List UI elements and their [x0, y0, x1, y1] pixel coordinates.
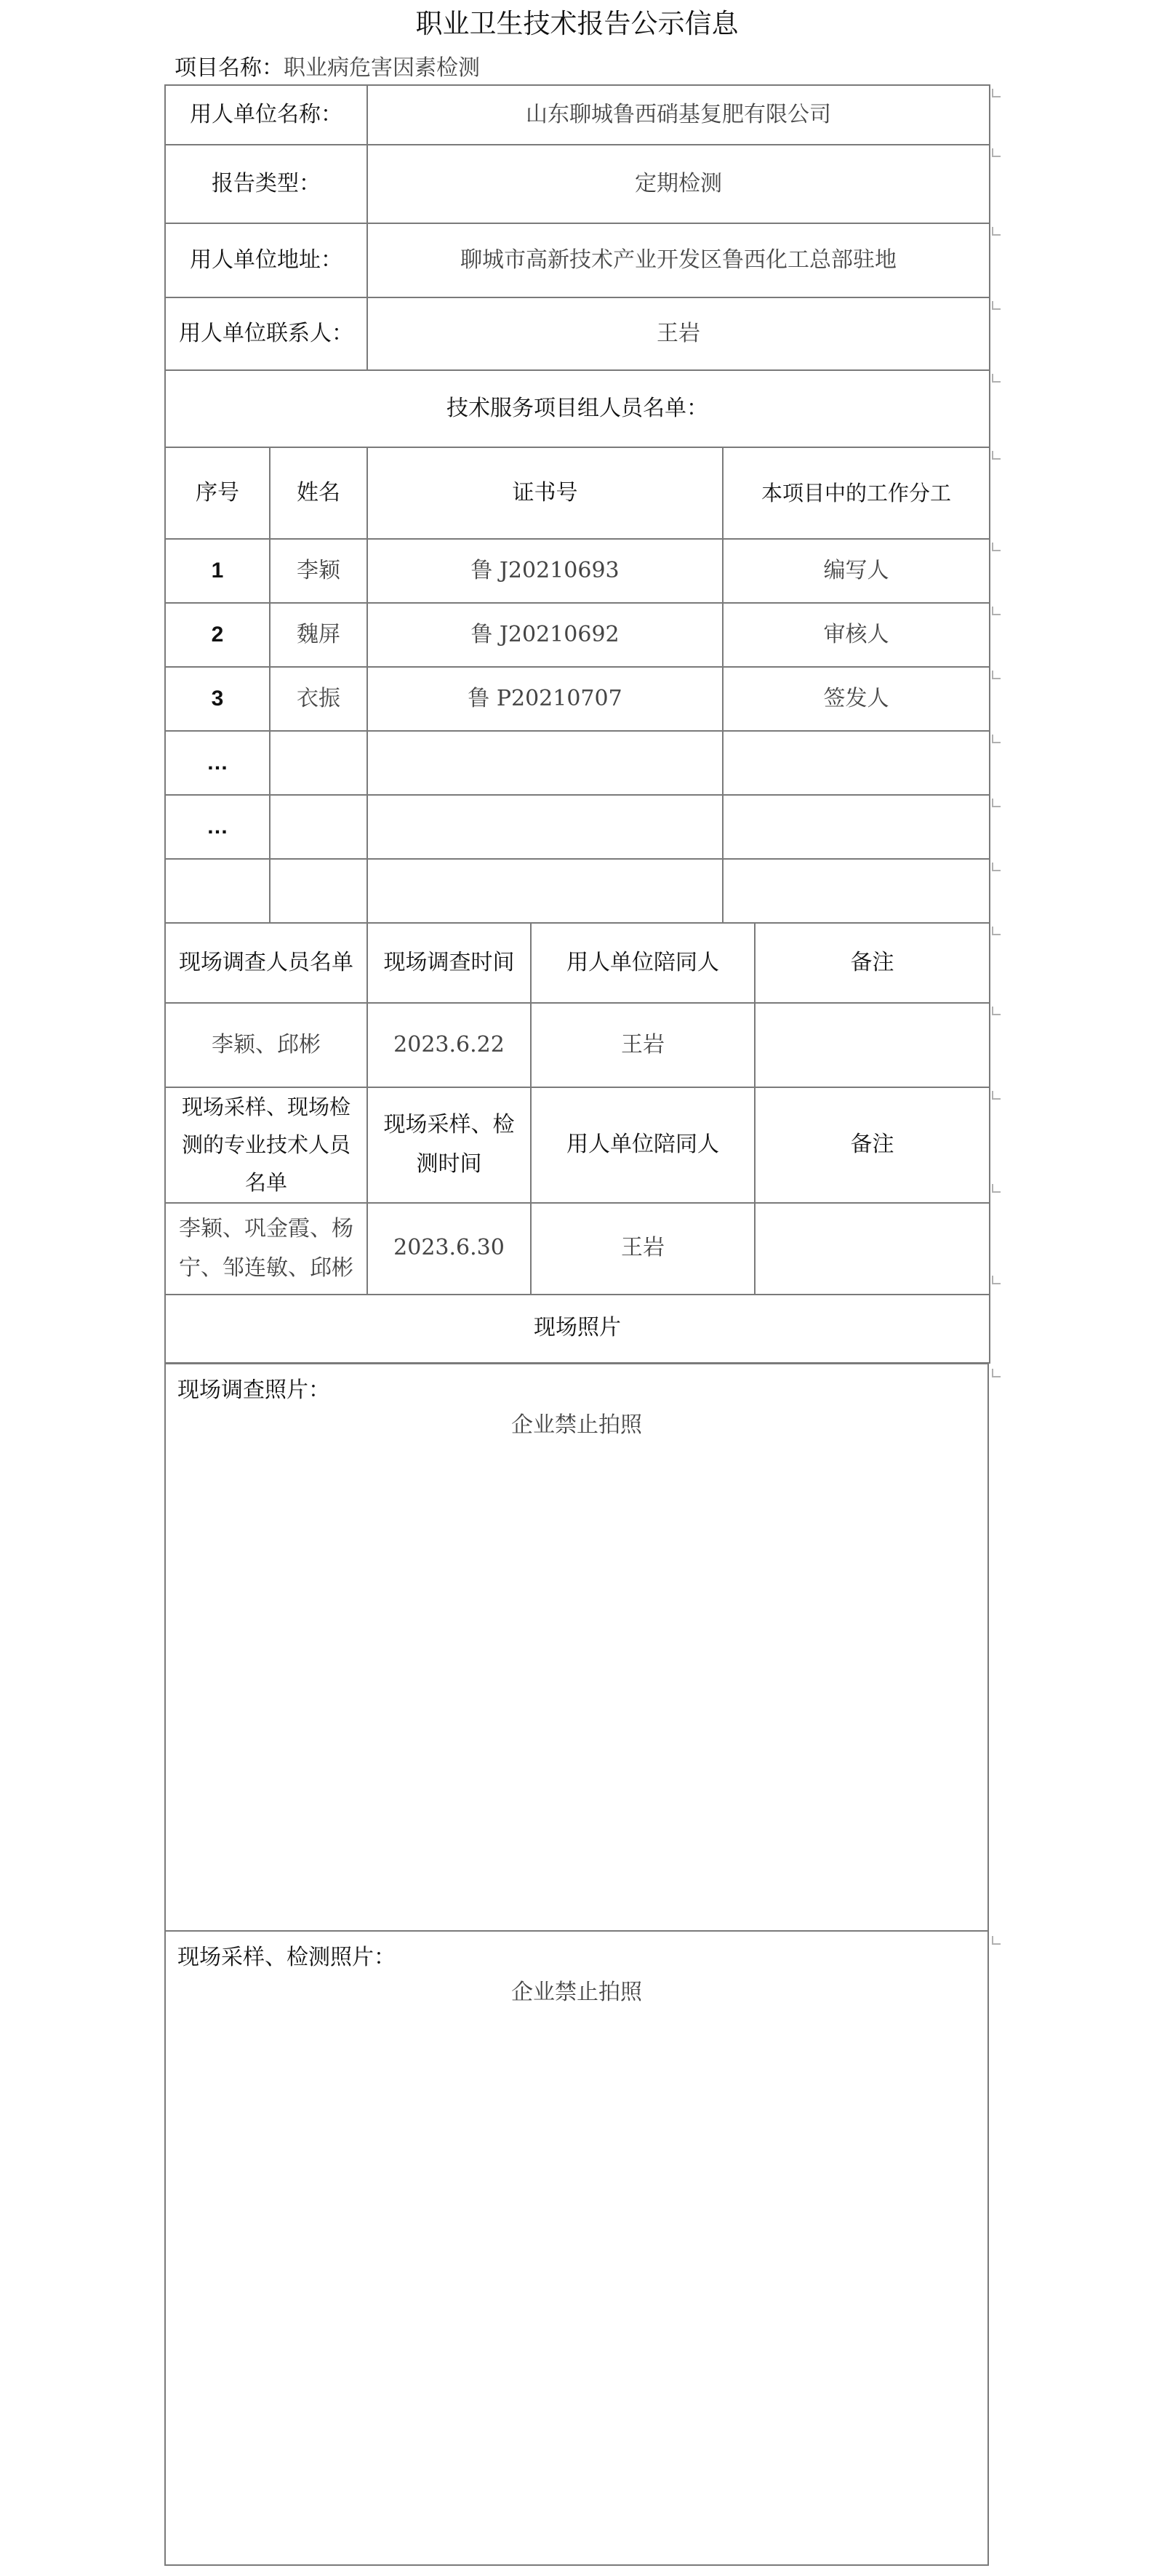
- table-row: [165, 667, 990, 731]
- paragraph-mark-icon: [992, 148, 1001, 157]
- project-name-value: 职业病危害因素检测: [284, 55, 480, 81]
- paragraph-mark-icon: [992, 1091, 1001, 1100]
- sampling-staff: 李颖、巩金霞、杨宁、邹连敏、邱彬: [165, 1203, 367, 1295]
- team-row-index: 2: [165, 603, 270, 667]
- paragraph-mark-icon: [992, 799, 1001, 807]
- survey-note: [755, 1003, 990, 1087]
- table-row: [165, 859, 990, 923]
- team-row-role: 编写人: [723, 539, 990, 603]
- team-row-cert: [367, 731, 723, 795]
- report-info-table: [164, 84, 990, 1364]
- paragraph-mark-icon: [992, 374, 1001, 383]
- survey-col-note: 备注: [755, 923, 990, 1003]
- sampling-col-escort: 用人单位陪同人: [531, 1087, 755, 1203]
- team-row-role: 签发人: [723, 667, 990, 731]
- paragraph-mark-icon: [992, 1276, 1001, 1284]
- team-row-name: 衣振: [270, 667, 367, 731]
- team-col-role: 本项目中的工作分工: [723, 447, 990, 539]
- table-row: [165, 539, 990, 603]
- survey-escort: 王岩: [531, 1003, 755, 1087]
- paragraph-mark-icon: [992, 451, 1001, 460]
- photos-heading: 现场照片: [165, 1295, 990, 1363]
- employer-contact-value: 王岩: [367, 297, 990, 370]
- paragraph-mark-icon: [992, 735, 1001, 743]
- paragraph-mark-icon: [992, 671, 1001, 679]
- paragraph-mark-icon: [992, 607, 1001, 615]
- team-row-cert: 鲁 P20210707: [367, 667, 723, 731]
- team-row-index: …: [165, 731, 270, 795]
- paragraph-mark-icon: [992, 227, 1001, 236]
- team-row-name: [270, 859, 367, 923]
- paragraph-mark-icon: [992, 1184, 1001, 1193]
- team-row-cert: 鲁 J20210693: [367, 539, 723, 603]
- team-row-cert: 鲁 J20210692: [367, 603, 723, 667]
- team-row-index: 3: [165, 667, 270, 731]
- project-name-line: [175, 52, 480, 84]
- survey-staff: 李颖、邱彬: [165, 1003, 367, 1087]
- team-row-name: [270, 795, 367, 859]
- table-row: [165, 603, 990, 667]
- survey-col-date: 现场调查时间: [367, 923, 531, 1003]
- team-row-role: [723, 731, 990, 795]
- paragraph-mark-icon: [992, 301, 1001, 310]
- team-row-cert: [367, 859, 723, 923]
- table-row: [165, 731, 990, 795]
- report-type-value: 定期检测: [367, 145, 990, 223]
- table-row: [165, 795, 990, 859]
- survey-col-escort: 用人单位陪同人: [531, 923, 755, 1003]
- survey-photos-box: [164, 1363, 989, 1932]
- paragraph-mark-icon: [992, 1369, 1001, 1377]
- team-row-name: 魏屏: [270, 603, 367, 667]
- team-heading: 技术服务项目组人员名单：: [165, 370, 990, 447]
- team-row-index: 1: [165, 539, 270, 603]
- team-col-cert: 证书号: [367, 447, 723, 539]
- survey-photos-label: 现场调查照片：: [177, 1377, 330, 1403]
- team-row-name: 李颖: [270, 539, 367, 603]
- team-col-name: 姓名: [270, 447, 367, 539]
- paragraph-mark-icon: [992, 863, 1001, 871]
- paragraph-mark-icon: [992, 1007, 1001, 1015]
- survey-date: 2023.6.22: [367, 1003, 531, 1087]
- survey-col-staff: 现场调查人员名单: [165, 923, 367, 1003]
- paragraph-mark-icon: [992, 927, 1001, 935]
- sampling-col-date: 现场采样、检测时间: [367, 1087, 531, 1203]
- employer-address-label: 用人单位地址：: [165, 223, 367, 297]
- team-col-index: 序号: [165, 447, 270, 539]
- team-row-role: [723, 795, 990, 859]
- sampling-col-note: 备注: [755, 1087, 990, 1203]
- sampling-col-staff: 现场采样、现场检测的专业技术人员名单: [165, 1087, 367, 1203]
- sampling-photos-note: 企业禁止拍照: [511, 1980, 642, 2005]
- report-type-label: 报告类型：: [165, 145, 367, 223]
- team-row-role: [723, 859, 990, 923]
- employer-contact-label: 用人单位联系人：: [165, 297, 367, 370]
- team-row-cert: [367, 795, 723, 859]
- page-title: 职业卫生技术报告公示信息: [415, 8, 739, 39]
- paragraph-mark-icon: [992, 543, 1001, 551]
- survey-photos-note: 企业禁止拍照: [511, 1412, 642, 1438]
- employer-name-value: 山东聊城鲁西硝基复肥有限公司: [367, 85, 990, 145]
- employer-address-value: 聊城市高新技术产业开发区鲁西化工总部驻地: [367, 223, 990, 297]
- sampling-escort: 王岩: [531, 1203, 755, 1295]
- team-row-index: [165, 859, 270, 923]
- sampling-photos-label: 现场采样、检测照片：: [177, 1945, 396, 1970]
- team-row-role: 审核人: [723, 603, 990, 667]
- sampling-note: [755, 1203, 990, 1295]
- paragraph-mark-icon: [992, 1936, 1001, 1945]
- project-name-label: 项目名称：: [175, 55, 284, 81]
- team-row-name: [270, 731, 367, 795]
- employer-name-label: 用人单位名称：: [165, 85, 367, 145]
- team-row-index: …: [165, 795, 270, 859]
- sampling-date: 2023.6.30: [367, 1203, 531, 1295]
- paragraph-mark-icon: [992, 89, 1001, 97]
- sampling-photos-box: [164, 1930, 989, 2566]
